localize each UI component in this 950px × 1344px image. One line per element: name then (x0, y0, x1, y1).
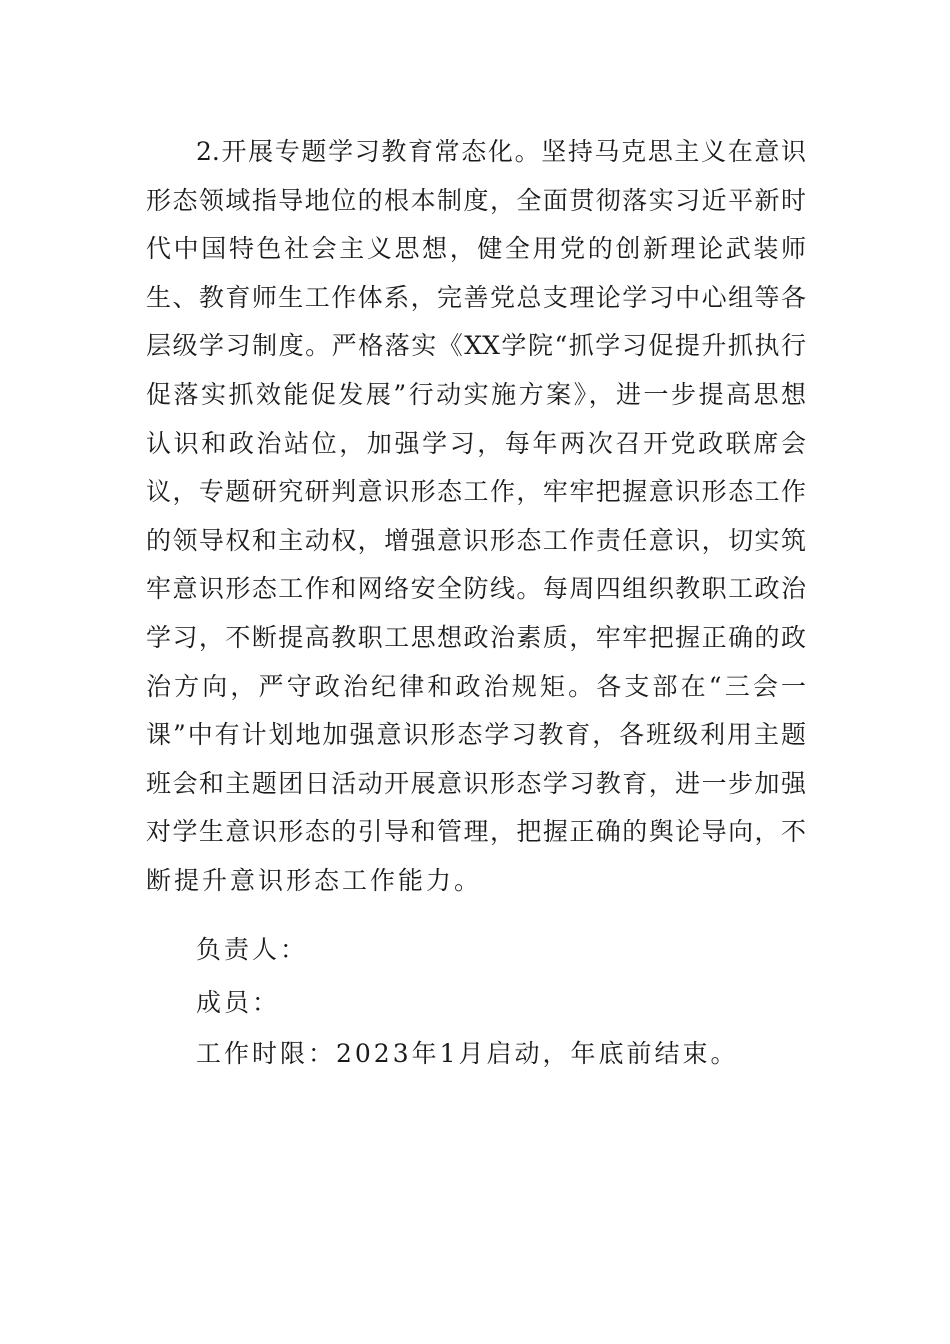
paragraph-line: 生、教育师生工作体系，完善党总支理论学习中心组等各 (146, 282, 806, 312)
paragraph-line: 断提升意识形态工作能力。 (146, 865, 483, 895)
paragraph-line: 2.开展专题学习教育常态化。坚持马克思主义在意识 (196, 137, 806, 166)
members-label: 成员： (196, 988, 281, 1017)
paragraph-line: 促落实抓效能促发展”行动实施方案》，进一步提高思想 (146, 379, 806, 409)
work-period-text: 工作时限：2023年1月启动，年底前结束。 (196, 1039, 739, 1068)
paragraph-line: 学习，不断提高教职工思想政治素质，牢牢把握正确的政 (146, 622, 806, 652)
paragraph-line: 层级学习制度。严格落实《XX学院“抓学习促提升抓执行 (146, 331, 806, 361)
paragraph-line: 认识和政治站位，加强学习，每年两次召开党政联席会 (146, 428, 806, 458)
paragraph-line: 形态领域指导地位的根本制度，全面贯彻落实习近平新时 (146, 185, 806, 215)
paragraph-line: 牢意识形态工作和网络安全防线。每周四组织教职工政治 (146, 574, 806, 604)
paragraph-line: 班会和主题团日活动开展意识形态学习教育，进一步加强 (146, 768, 806, 798)
paragraph-line: 的领导权和主动权，增强意识形态工作责任意识，切实筑 (146, 525, 806, 555)
paragraph-line: 对学生意识形态的引导和管理，把握正确的舆论导向，不 (146, 817, 806, 847)
paragraph-line: 议，专题研究研判意识形态工作，牢牢把握意识形态工作 (146, 477, 806, 507)
paragraph-line: 代中国特色社会主义思想，健全用党的创新理论武装师 (146, 234, 806, 264)
paragraph-line: 治方向，严守政治纪律和政治规矩。各支部在“三会一 (146, 671, 806, 701)
paragraph-learning-education (146, 128, 806, 906)
paragraph-line: 课”中有计划地加强意识形态学习教育，各班级利用主题 (146, 720, 806, 750)
leader-label: 负责人： (196, 935, 309, 964)
